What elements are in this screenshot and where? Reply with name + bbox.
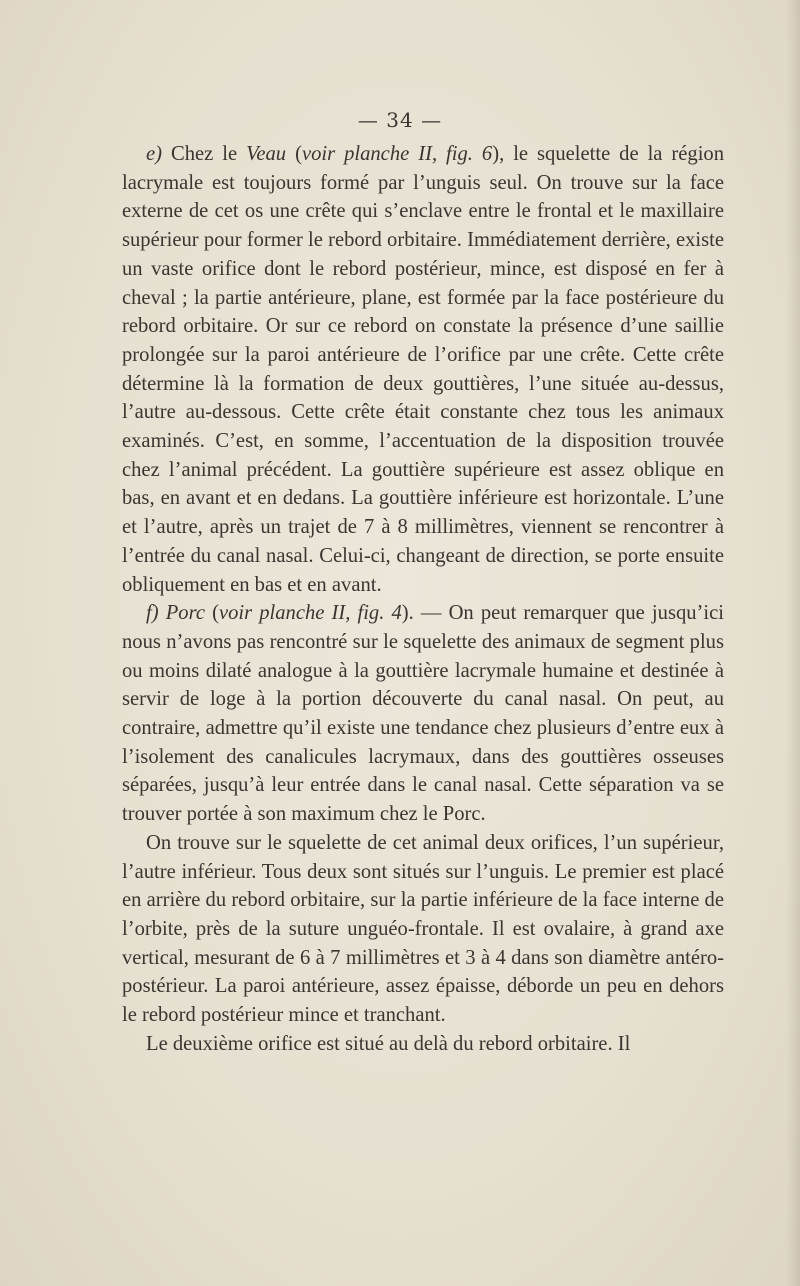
paragraph-orifices xyxy=(122,829,724,1030)
text-run: On trouve sur le squelette de cet animal deux orifices, l’un supérieur, l’autre inférieur. Tous deux sont situés sur l’unguis. Le premier est placé en arrière du rebord orbitaire, sur la partie inférieure de la face interne de l’orbite, près de la suture unguéo-frontale. Il est ovalaire, à grand axe vertical, mesurant de 6 à 7 millimètres et 3 à 4 dans son diamètre antéro-postérieur. La paroi antérieure, assez épaisse, déborde un peu en dehors le rebord postérieur mince et tranchant. xyxy=(122,831,724,1027)
paragraph-label: f) xyxy=(146,602,159,625)
text-run: ), le squelette de la région lacrymale est toujours formé par l’unguis seul. On trouve sur la face externe de cet os une crête qui s’enclave entre le frontal et le maxillaire supérieur pour former le rebord orbitaire. Immédiatement derrière, existe un vaste orifice dont le rebord postérieur, mince, est disposé en fer à cheval ; la partie antérieure, plane, est formée par la face postérieure du rebord orbitaire. Or sur ce rebord on constate la présence d’une saillie prolongée sur la paroi antérieure de l’orifice par une crête. Cette crête détermine là la formation de deux gouttières, l’une située au-dessus, l’autre au-dessous. Cette crête était constante chez tous les animaux examinés. C’est, en somme, l’accentuation de la disposition trouvée chez l’animal précédent. La gouttière supérieure est assez oblique en bas, en avant et en dedans. La gouttière inférieure est horizontale. L’une et l’autre, après un trajet de 7 à 8 millimètres, viennent se rencontrer à l’entrée du canal nasal. Celui-ci, changeant de direction, se porte ensuite obliquement en bas et en avant. xyxy=(122,143,725,596)
paragraph-second-orifice xyxy=(122,1030,724,1059)
text-run: ( xyxy=(204,602,219,625)
species-name: Porc xyxy=(165,602,205,625)
paragraph-porc xyxy=(122,599,724,829)
paragraph-veau xyxy=(122,140,724,599)
text-run xyxy=(159,602,166,624)
page-number: — 34 — xyxy=(357,108,443,132)
species-name: Veau xyxy=(246,143,287,165)
text-run: Chez le xyxy=(162,143,247,165)
paragraph-label: e) xyxy=(146,143,162,165)
text-run: ). — On peut remarquer que jusqu’ici nous n’avons pas rencontré sur le squelette des animaux de segment plus ou moins dilaté analogue à la gouttière lacrymale humaine et destinée à servir de loge à la portion découverte du canal nasal. On peut, au contraire, admettre qu’il existe une tendance chez plusieurs d’entre eux à l’isolement des canalicules lacrymaux, dans des gouttières osseuses séparées, jusqu’à leur entrée dans le canal nasal. Cette séparation va se trouver portée à son maximum chez le Porc. xyxy=(122,602,724,826)
figure-reference: voir planche II, fig. 6 xyxy=(301,143,493,165)
text-run: Le deuxième orifice est situé au delà du rebord orbitaire. Il xyxy=(146,1032,631,1055)
text-run: ( xyxy=(286,143,302,165)
figure-reference: voir planche II, fig. 4 xyxy=(218,602,402,625)
body-text xyxy=(122,140,724,1059)
